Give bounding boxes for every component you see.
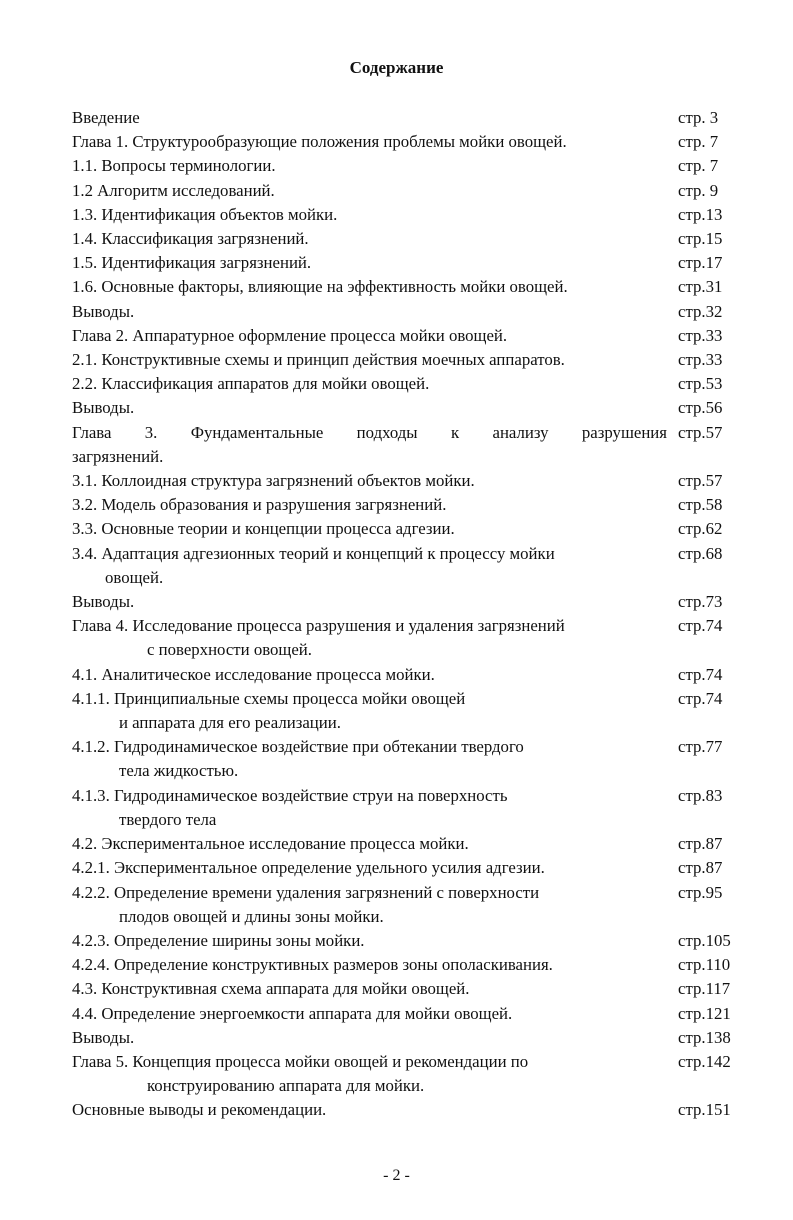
toc-entry-page: стр. 7 xyxy=(678,132,719,152)
toc-entry-page: стр.105 xyxy=(678,930,731,950)
toc-entry-title: 4.2.3. Определение ширины зоны мойки. xyxy=(72,930,365,950)
toc-entry xyxy=(72,251,742,275)
toc-entry-page: стр.74 xyxy=(678,616,723,636)
toc-entry-title: Выводы. xyxy=(72,1027,135,1047)
toc-entry-title: 1.5. Идентификация загрязнений. xyxy=(72,253,312,273)
toc-entry-page: стр.56 xyxy=(678,398,723,418)
toc-entry-title-line: Глава 3. Фундаментальные подходы к анализу разрушения xyxy=(72,422,667,442)
toc-entry-page: стр.53 xyxy=(678,374,723,394)
toc-entry xyxy=(72,469,742,493)
toc-entry-continuation: конструированию аппарата для мойки. xyxy=(147,1076,425,1096)
toc-entry xyxy=(72,687,742,735)
toc-entry-title-line: Глава 4. Исследование процесса разрушения и удаления загрязнений xyxy=(72,616,565,636)
toc-entry-page: стр.110 xyxy=(678,955,731,975)
toc-entry-page: стр. 3 xyxy=(678,108,719,127)
toc-entry-page: стр.31 xyxy=(678,277,723,297)
toc-entry-page: стр.74 xyxy=(678,688,723,708)
toc-entry-title-line: 4.1.2. Гидродинамическое воздействие при обтекании твердого xyxy=(72,737,524,757)
toc-entry-title: 3.1. Коллоидная структура загрязнений объектов мойки. xyxy=(72,471,475,491)
toc-entry xyxy=(72,300,742,324)
toc-entry-page: стр.121 xyxy=(678,1003,731,1023)
toc-entry xyxy=(72,517,742,541)
toc-entry-page: стр.73 xyxy=(678,592,723,612)
toc-entry-title xyxy=(72,542,667,590)
toc-entry-title xyxy=(72,1050,667,1098)
toc-entry-title: Глава 2. Аппаратурное оформление процесса мойки овощей. xyxy=(72,325,508,345)
toc-entry xyxy=(72,275,742,299)
toc-entry-title xyxy=(72,687,667,735)
toc-entry-continuation: и аппарата для его реализации. xyxy=(119,713,341,733)
toc-entry-title-line: 4.1.3. Гидродинамическое воздействие струи на поверхность xyxy=(72,785,508,805)
toc-entry-page: стр.32 xyxy=(678,301,723,321)
toc-entry-title: 2.1. Конструктивные схемы и принцип действия моечных аппаратов. xyxy=(72,350,565,370)
toc-entry xyxy=(72,203,742,227)
toc-entry xyxy=(72,130,742,154)
toc-entry-page: стр.17 xyxy=(678,253,723,273)
toc-entry-page: стр.77 xyxy=(678,737,723,757)
toc-entry-title: 4.2.1. Экспериментальное определение удельного усилия адгезии. xyxy=(72,858,545,878)
toc-entry-page: стр.57 xyxy=(678,422,723,442)
toc-entry-title: Основные выводы и рекомендации. xyxy=(72,1100,327,1120)
toc-entry xyxy=(72,784,742,832)
toc-entry xyxy=(72,493,742,517)
toc-entry xyxy=(72,881,742,929)
toc-entry-page: стр.15 xyxy=(678,229,723,249)
toc-entry xyxy=(72,590,742,614)
toc-entry-page: стр.138 xyxy=(678,1027,731,1047)
toc-entry-page: стр.117 xyxy=(678,979,731,999)
toc-entry-title: Выводы. xyxy=(72,398,135,418)
toc-entry-page: стр.33 xyxy=(678,325,723,345)
toc-entry xyxy=(72,154,742,178)
toc-entry-title: 1.2 Алгоритм исследований. xyxy=(72,180,275,200)
toc-entry xyxy=(72,1098,742,1122)
toc-entry xyxy=(72,953,742,977)
toc-entry-title: 3.2. Модель образования и разрушения загрязнений. xyxy=(72,495,447,515)
toc-entry xyxy=(72,227,742,251)
toc-entry-title-line: 4.1.1. Принципиальные схемы процесса мойки овощей xyxy=(72,688,466,708)
toc-entry xyxy=(72,396,742,420)
toc-entry-continuation: тела жидкостью. xyxy=(119,761,239,781)
toc-entry-title: Глава 1. Структурообразующие положения проблемы мойки овощей. xyxy=(72,132,567,152)
toc-entry-title-line: 4.2.2. Определение времени удаления загрязнений с поверхности xyxy=(72,882,540,902)
toc-entry-title: Выводы. xyxy=(72,301,135,321)
table-of-contents xyxy=(72,106,742,1123)
toc-entry-title: 1.3. Идентификация объектов мойки. xyxy=(72,204,338,224)
toc-entry-page: стр.74 xyxy=(678,664,723,684)
toc-entry xyxy=(72,929,742,953)
toc-entry xyxy=(72,614,742,662)
toc-entry-page: стр.87 xyxy=(678,858,723,878)
toc-entry-title-line: Глава 5. Концепция процесса мойки овощей и рекомендации по xyxy=(72,1051,529,1071)
toc-entry-title xyxy=(72,881,667,929)
toc-entry-page: стр.57 xyxy=(678,471,723,491)
toc-entry-title: 1.6. Основные факторы, влияющие на эффективность мойки овощей. xyxy=(72,277,568,297)
toc-entry-continuation: загрязнений. xyxy=(72,446,164,466)
toc-entry-page: стр.87 xyxy=(678,834,723,854)
toc-entry-page: стр.62 xyxy=(678,519,723,539)
toc-entry-page: стр.142 xyxy=(678,1051,731,1071)
page-number: - 2 - xyxy=(383,1167,410,1184)
toc-entry-title: Введение xyxy=(72,108,140,127)
toc-entry-continuation: с поверхности овощей. xyxy=(147,640,312,660)
toc-entry xyxy=(72,856,742,880)
toc-entry-continuation: овощей. xyxy=(105,567,164,587)
toc-entry-title: 4.3. Конструктивная схема аппарата для мойки овощей. xyxy=(72,979,470,999)
toc-entry xyxy=(72,179,742,203)
toc-entry xyxy=(72,1050,742,1098)
toc-entry-title: Выводы. xyxy=(72,592,135,612)
toc-entry xyxy=(72,421,742,469)
toc-entry xyxy=(72,1002,742,1026)
toc-entry-page: стр. 7 xyxy=(678,156,719,176)
toc-entry xyxy=(72,735,742,783)
toc-entry-page: стр.95 xyxy=(678,882,723,902)
toc-entry xyxy=(72,324,742,348)
toc-entry-page: стр.68 xyxy=(678,543,723,563)
toc-entry-title xyxy=(72,784,667,832)
toc-entry-page: стр.58 xyxy=(678,495,723,515)
toc-entry-title: 4.2. Экспериментальное исследование процесса мойки. xyxy=(72,834,469,854)
toc-entry-title xyxy=(72,421,667,469)
toc-entry-title: 2.2. Классификация аппаратов для мойки овощей. xyxy=(72,374,430,394)
toc-entry-continuation: твердого тела xyxy=(119,809,217,829)
toc-entry-page: стр.13 xyxy=(678,204,723,224)
toc-entry-title xyxy=(72,735,667,783)
toc-entry-title: 1.4. Классификация загрязнений. xyxy=(72,229,309,249)
toc-entry xyxy=(72,663,742,687)
toc-entry-title: 4.4. Определение энергоемкости аппарата для мойки овощей. xyxy=(72,1003,513,1023)
toc-entry-page: стр.83 xyxy=(678,785,723,805)
page-title: Содержание xyxy=(349,58,444,77)
toc-entry xyxy=(72,832,742,856)
toc-entry-title-line: 3.4. Адаптация адгезионных теорий и концепций к процессу мойки xyxy=(72,543,555,563)
toc-entry xyxy=(72,372,742,396)
toc-entry xyxy=(72,106,742,130)
toc-entry xyxy=(72,348,742,372)
toc-entry-page: стр.33 xyxy=(678,350,723,370)
toc-entry xyxy=(72,977,742,1001)
toc-entry xyxy=(72,1026,742,1050)
toc-entry xyxy=(72,542,742,590)
toc-entry-page: стр. 9 xyxy=(678,180,719,200)
toc-entry-title: 4.1. Аналитическое исследование процесса мойки. xyxy=(72,664,435,684)
toc-entry-title: 1.1. Вопросы терминологии. xyxy=(72,156,276,176)
toc-entry-title: 3.3. Основные теории и концепции процесса адгезии. xyxy=(72,519,455,539)
toc-entry-page: стр.151 xyxy=(678,1100,731,1120)
toc-entry-title xyxy=(72,614,667,662)
toc-entry-title: 4.2.4. Определение конструктивных размеров зоны ополаскивания. xyxy=(72,955,553,975)
toc-entry-continuation: плодов овощей и длины зоны мойки. xyxy=(119,906,384,926)
